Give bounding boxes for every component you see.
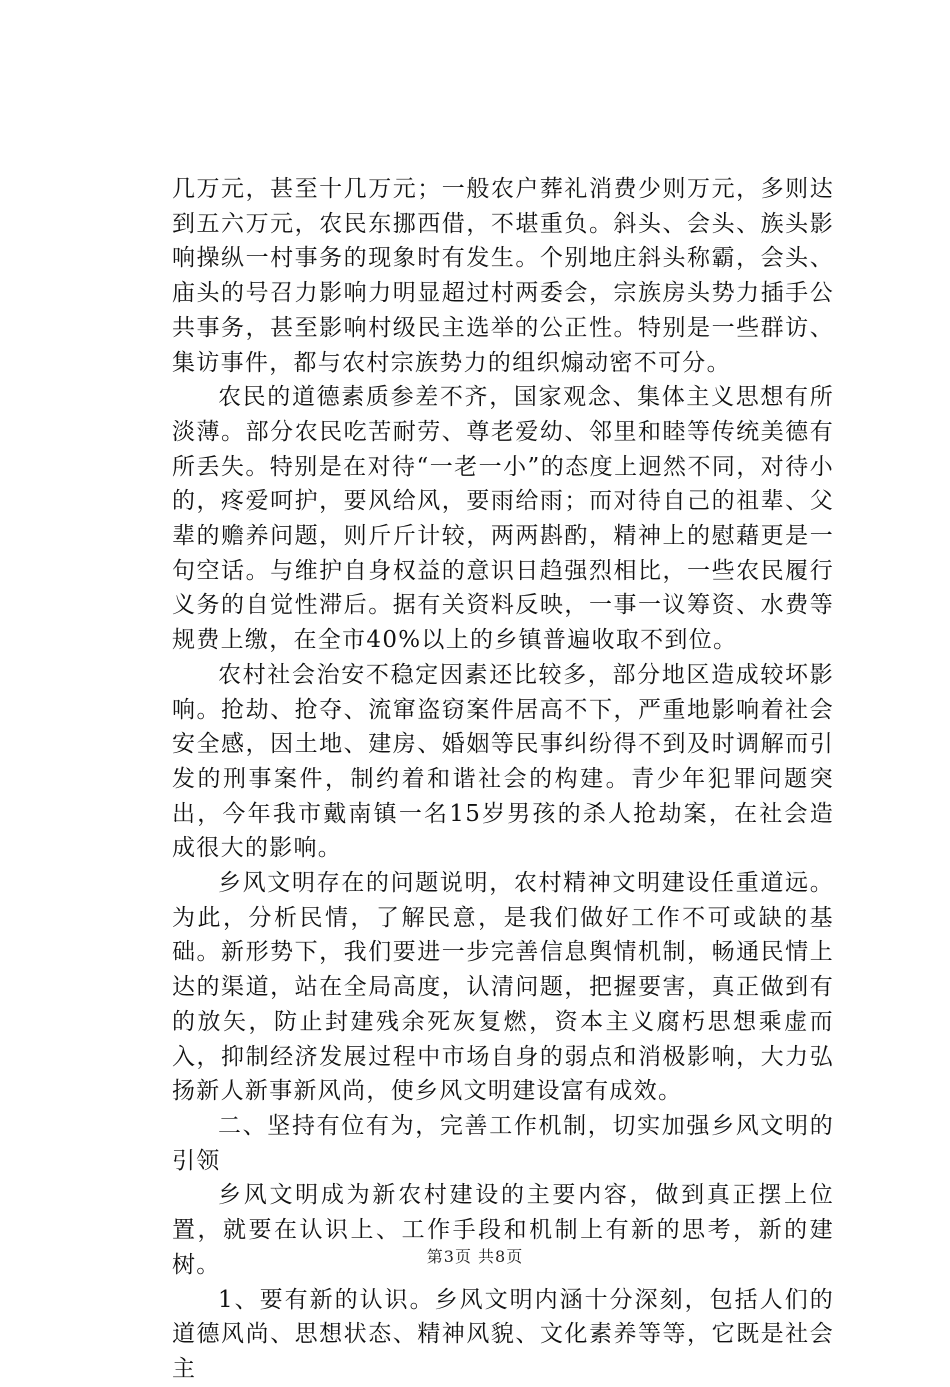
paragraph-moral-quality: 农民的道德素质参差不齐，国家观念、集体主义思想有所淡薄。部分农民吃苦耐劳、尊老爱幼、邻里和睦等传统美德有所丢失。特别是在对待“一老一小”的态度上迥然不同，对待小的，疼爱呵护，要风给风，要雨给雨；而对待自己的祖辈、父辈的赡养问题，则斤斤计较，两两斟酌，精神上的慰藉更是一句空话。与维护自身权益的意识日趋强烈相比，一些农民履行义务的自觉性滞后。据有关资料反映，一事一议筹资、水费等规费上缴，在全市40%以上的乡镇普遍收取不到位。 bbox=[172, 384, 834, 654]
document-body bbox=[172, 172, 834, 1387]
paragraph-point-one: 1、要有新的认识。乡风文明内涵十分深刻，包括人们的道德风尚、思想状态、精神风貌、文化素养等等，它既是社会主 bbox=[172, 1286, 834, 1382]
page-number-footer: 第3页 共8页 bbox=[426, 1247, 524, 1266]
paragraph-section-intro: 乡风文明成为新农村建设的主要内容，做到真正摆上位置，就要在认识上、工作手段和机制上有新的思考，新的建树。 bbox=[172, 1182, 834, 1278]
paragraph-continuation: 几万元，甚至十几万元；一般农户葬礼消费少则万元，多则达到五六万元，农民东挪西借，不堪重负。斜头、会头、族头影响操纵一村事务的现象时有发生。个别地庄斜头称霸，会头、庙头的号召力影响力明显超过村两委会，宗族房头势力插手公共事务，甚至影响村级民主选举的公正性。特别是一些群访、集访事件，都与农村宗族势力的组织煽动密不可分。 bbox=[172, 176, 834, 376]
paragraph-public-security: 农村社会治安不稳定因素还比较多，部分地区造成较坏影响。抢劫、抢夺、流窜盗窃案件居高不下，严重地影响着社会安全感，因土地、建房、婚姻等民事纠纷得不到及时调解而引发的刑事案件，制约着和谐社会的构建。青少年犯罪问题突出，今年我市戴南镇一名15岁男孩的杀人抢劫案，在社会造成很大的影响。 bbox=[172, 661, 834, 862]
section-heading-two: 二、坚持有位有为，完善工作机制，切实加强乡风文明的引领 bbox=[172, 1112, 834, 1174]
paragraph-problem-summary: 乡风文明存在的问题说明，农村精神文明建设任重道远。为此，分析民情，了解民意，是我们做好工作不可或缺的基础。新形势下，我们要进一步完善信息舆情机制，畅通民情上达的渠道，站在全局高度，认清问题，把握要害，真正做到有的放矢，防止封建残余死灰复燃，资本主义腐朽思想乘虚而入，抑制经济发展过程中市场自身的弱点和消极影响，大力弘扬新人新事新风尚，使乡风文明建设富有成效。 bbox=[172, 870, 834, 1105]
